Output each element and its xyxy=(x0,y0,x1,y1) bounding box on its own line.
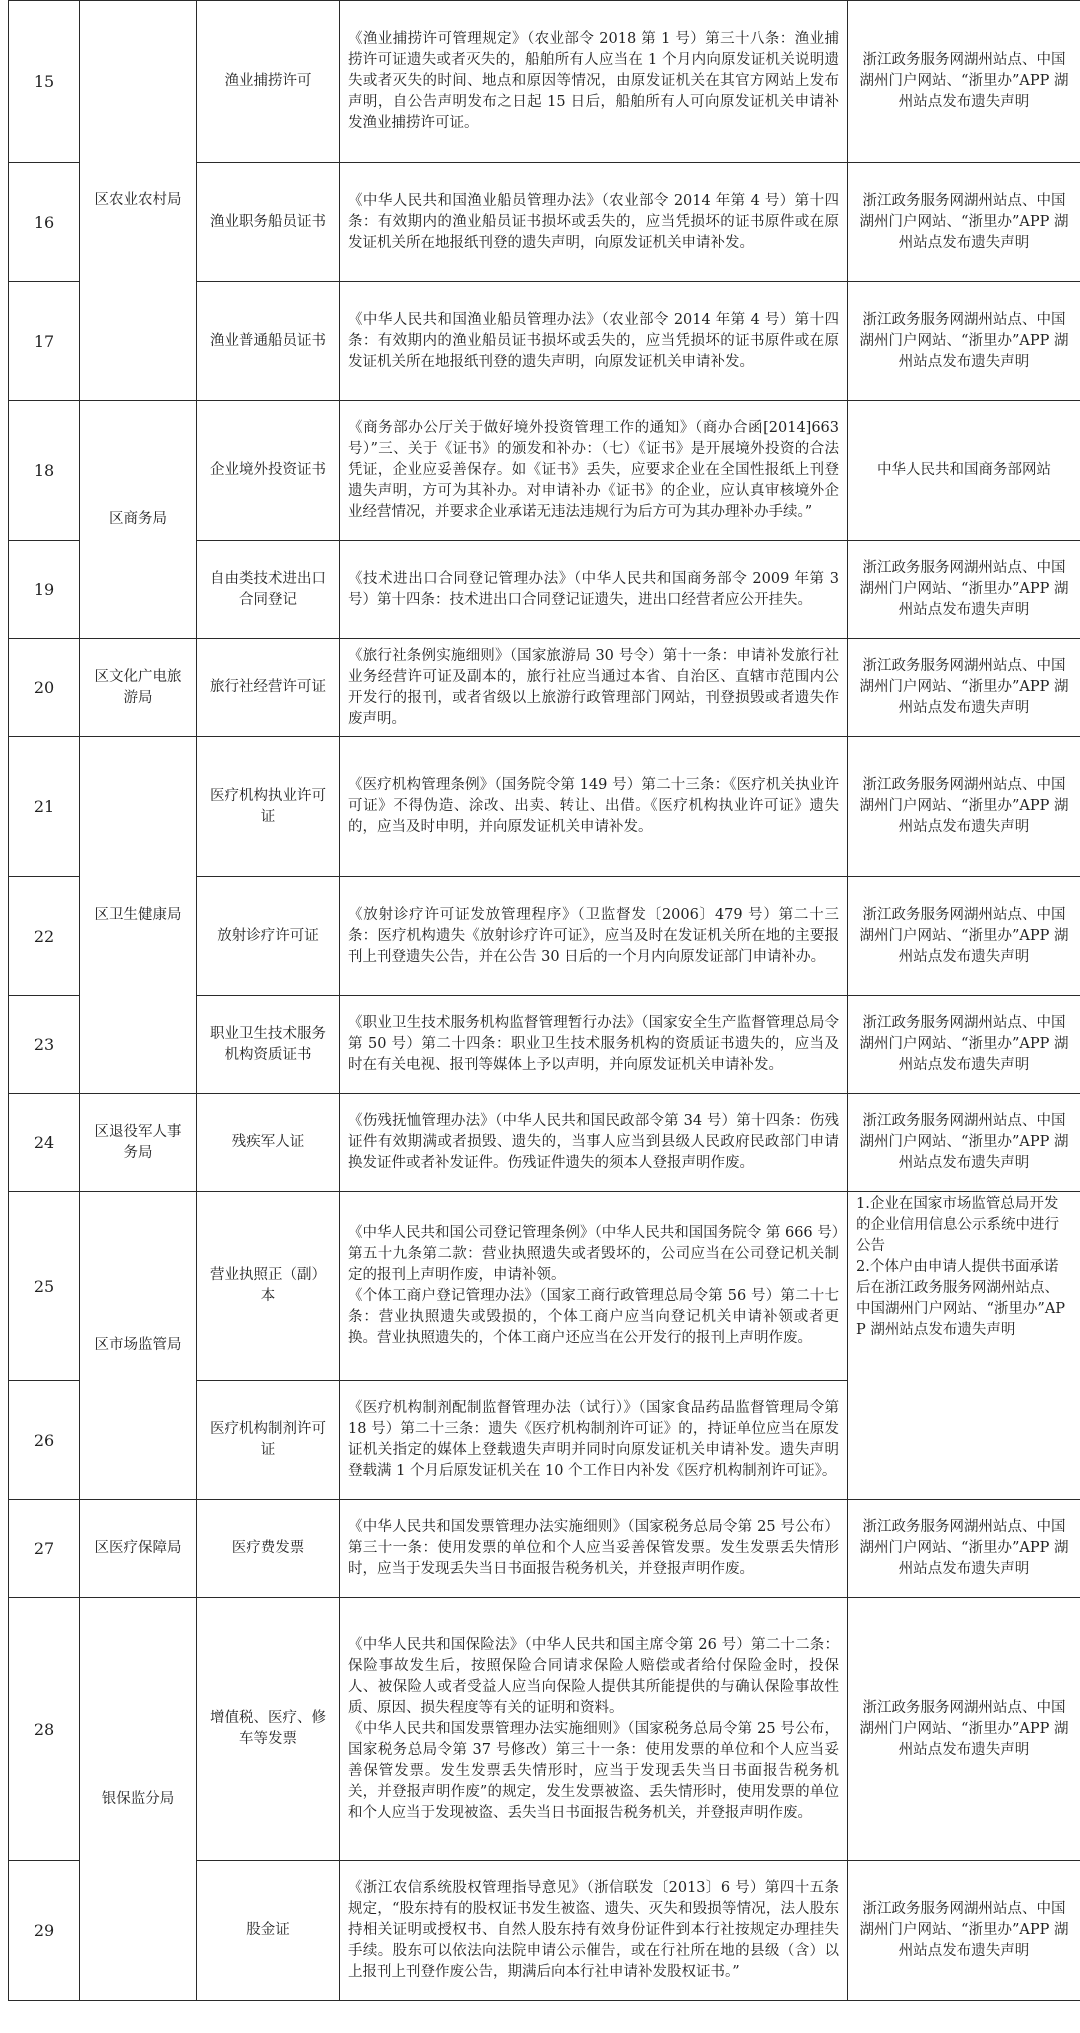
publish-channel xyxy=(848,1500,1080,1598)
publish-channel xyxy=(848,1,1080,163)
row-number: 28 xyxy=(9,1598,80,1861)
table-row xyxy=(9,1094,1080,1192)
certificate-name: 渔业职务船员证书 xyxy=(197,163,340,282)
legal-basis-paragraph: 《中华人民共和国保险法》（中华人民共和国主席令第 26 号）第二十二条：保险事故发生后，按照保险合同请求保险人赔偿或者给付保险金时，投保人、被保险人或者受益人应当向保险人提供其所能提供的与确认保险事故性质、原因、损失程度等有关的证明和资料。 xyxy=(348,1636,839,1716)
legal-basis-paragraph: 《伤残抚恤管理办法》（中华人民共和国民政部令第 34 号）第十四条：伤残证件有效期满或者损毁、遗失的，当事人应当到县级人民政府民政部门申请换发证件或者补发证件。伤残证件遗失的须本人登报声明作废。 xyxy=(348,1113,839,1171)
legal-basis xyxy=(340,401,848,541)
department-cell: 区退役军人事务局 xyxy=(80,1094,197,1192)
legal-basis xyxy=(340,996,848,1094)
legal-basis xyxy=(340,163,848,282)
publish-channel-text: 浙江政务服务网湖州站点、中国湖州门户网站、“浙里办”APP 湖州站点发布遗失声明 xyxy=(859,1113,1069,1171)
certificate-name: 医疗费发票 xyxy=(197,1500,340,1598)
department-cell: 区文化广电旅游局 xyxy=(80,639,197,737)
row-number: 16 xyxy=(9,163,80,282)
lost-certificate-table xyxy=(8,0,1080,2001)
certificate-name: 自由类技术进出口合同登记 xyxy=(197,541,340,639)
table-row xyxy=(9,737,1080,877)
publish-channel-text: 浙江政务服务网湖州站点、中国湖州门户网站、“浙里办”APP 湖州站点发布遗失声明 xyxy=(859,52,1069,110)
legal-basis xyxy=(340,541,848,639)
publish-channel xyxy=(848,1192,1080,1500)
certificate-name: 旅行社经营许可证 xyxy=(197,639,340,737)
certificate-name: 增值税、医疗、修车等发票 xyxy=(197,1598,340,1861)
legal-basis-paragraph: 《中华人民共和国渔业船员管理办法》（农业部令 2014 年第 4 号）第十四条：有效期内的渔业船员证书损坏或丢失的，应当凭损坏的证书原件或在原发证机关所在地报纸刊登的遗失声明，向原发证机关申请补发。 xyxy=(348,311,839,370)
table-row xyxy=(9,1,1080,163)
department-cell: 区市场监管局 xyxy=(80,1192,197,1500)
certificate-name: 放射诊疗许可证 xyxy=(197,877,340,996)
legal-basis xyxy=(340,1,848,163)
publish-channel-text: 2.个体户由申请人提供书面承诺后在浙江政务服务网湖州站点、中国湖州门户网站、“浙里办”APP 湖州站点发布遗失声明 xyxy=(856,1259,1066,1338)
legal-basis-paragraph: 《中华人民共和国发票管理办法实施细则》（国家税务总局令第 25 号公布，国家税务总局令第 37 号修改）第三十一条：使用发票的单位和个人应当妥善保管发票。发生发票丢失情形时，应当于发现丢失当日书面报告税务机关，并登报声明作废”的规定，发生发票被盗、丢失情形时，使用发票的单位和个人应当于发现被盗、丢失当日书面报告税务机关，并登报声明作废。 xyxy=(348,1720,839,1821)
row-number: 15 xyxy=(9,1,80,163)
legal-basis xyxy=(340,737,848,877)
certificate-name: 营业执照正（副）本 xyxy=(197,1192,340,1381)
legal-basis xyxy=(340,1500,848,1598)
table-row xyxy=(9,639,1080,737)
legal-basis xyxy=(340,1861,848,2001)
legal-basis xyxy=(340,282,848,401)
publish-channel xyxy=(848,996,1080,1094)
row-number: 24 xyxy=(9,1094,80,1192)
certificate-name: 股金证 xyxy=(197,1861,340,2001)
publish-channel-text: 浙江政务服务网湖州站点、中国湖州门户网站、“浙里办”APP 湖州站点发布遗失声明 xyxy=(859,906,1069,965)
certificate-name: 职业卫生技术服务机构资质证书 xyxy=(197,996,340,1094)
publish-channel-text: 1.企业在国家市场监管总局开发的企业信用信息公示系统中进行公告 xyxy=(856,1196,1059,1254)
publish-channel xyxy=(848,282,1080,401)
table-row xyxy=(9,1598,1080,1861)
row-number: 29 xyxy=(9,1861,80,2001)
table-row xyxy=(9,1192,1080,1381)
publish-channel xyxy=(848,401,1080,541)
row-number: 25 xyxy=(9,1192,80,1381)
document-page xyxy=(8,0,1080,2001)
legal-basis-paragraph: 《中华人民共和国公司登记管理条例》（中华人民共和国国务院令 第 666 号）第五十九条第二款：营业执照遗失或者毁坏的，公司应当在公司登记机关制定的报刊上声明作废，申请补领。 xyxy=(348,1225,840,1283)
legal-basis xyxy=(340,1192,848,1381)
publish-channel-text: 浙江政务服务网湖州站点、中国湖州门户网站、“浙里办”APP 湖州站点发布遗失声明 xyxy=(859,311,1069,370)
legal-basis-paragraph: 《浙江农信系统股权管理指导意见》（浙信联发〔2013〕6 号）第四十五条规定，“股东持有的股权证书发生被盗、遗失、灭失和毁损等情况，法人股东持相关证明或授权书、自然人股东持有效身份证件到本行社按规定办理挂失手续。股东可以依法向法院申请公示催告，或在行社所在地的县级（含）以上报刊上刊登作废公告，期满后向本行社申请补发股权证书。” xyxy=(348,1880,839,1980)
legal-basis-paragraph: 《中华人民共和国发票管理办法实施细则》（国家税务总局令第 25 号公布）第三十一条：使用发票的单位和个人应当妥善保管发票。发生发票丢失情形时，应当于发现丢失当日书面报告税务机关，并登报声明作废。 xyxy=(348,1519,839,1577)
publish-channel-text: 浙江政务服务网湖州站点、中国湖州门户网站、“浙里办”APP 湖州站点发布遗失声明 xyxy=(859,1519,1069,1577)
certificate-name: 渔业普通船员证书 xyxy=(197,282,340,401)
certificate-name: 医疗机构制剂许可证 xyxy=(197,1381,340,1500)
publish-channel xyxy=(848,1094,1080,1192)
legal-basis xyxy=(340,1381,848,1500)
publish-channel xyxy=(848,639,1080,737)
publish-channel-text: 浙江政务服务网湖州站点、中国湖州门户网站、“浙里办”APP 湖州站点发布遗失声明 xyxy=(859,658,1069,716)
publish-channel xyxy=(848,1861,1080,2001)
certificate-name: 企业境外投资证书 xyxy=(197,401,340,541)
legal-basis-paragraph: 《渔业捕捞许可管理规定》（农业部令 2018 第 1 号）第三十八条：渔业捕捞许可证遗失或者灭失的，船舶所有人应当在 1 个月内向原发证机关说明遗失或者灭失的时间、地点和原因等情况，由原发证机关在其官方网站上发布声明，自公告声明发布之日起 15 日后，船舶所有人可向原发证机关申请补发渔业捕捞许可证。 xyxy=(348,31,839,131)
legal-basis xyxy=(340,1598,848,1861)
row-number: 22 xyxy=(9,877,80,996)
row-number: 26 xyxy=(9,1381,80,1500)
certificate-name: 渔业捕捞许可 xyxy=(197,1,340,163)
row-number: 27 xyxy=(9,1500,80,1598)
row-number: 19 xyxy=(9,541,80,639)
publish-channel-text: 浙江政务服务网湖州站点、中国湖州门户网站、“浙里办”APP 湖州站点发布遗失声明 xyxy=(859,1901,1069,1959)
row-number: 17 xyxy=(9,282,80,401)
certificate-name: 残疾军人证 xyxy=(197,1094,340,1192)
publish-channel-text: 浙江政务服务网湖州站点、中国湖州门户网站、“浙里办”APP 湖州站点发布遗失声明 xyxy=(859,1699,1069,1758)
certificate-name: 医疗机构执业许可证 xyxy=(197,737,340,877)
legal-basis xyxy=(340,1094,848,1192)
department-cell: 区农业农村局 xyxy=(80,1,197,401)
row-number: 23 xyxy=(9,996,80,1094)
legal-basis xyxy=(340,639,848,737)
publish-channel xyxy=(848,1598,1080,1861)
table-row xyxy=(9,401,1080,541)
publish-channel xyxy=(848,541,1080,639)
legal-basis-paragraph: 《中华人民共和国渔业船员管理办法》（农业部令 2014 年第 4 号）第十四条：有效期内的渔业船员证书损坏或丢失的，应当凭损坏的证书原件或在原发证机关所在地报纸刊登的遗失声明，向原发证机关申请补发。 xyxy=(348,192,839,251)
department-cell: 银保监分局 xyxy=(80,1598,197,2001)
department-cell: 区商务局 xyxy=(80,401,197,639)
department-cell: 区卫生健康局 xyxy=(80,737,197,1094)
legal-basis xyxy=(340,877,848,996)
legal-basis-paragraph: 《技术进出口合同登记管理办法》（中华人民共和国商务部令 2009 年第 3 号）第十四条：技术进出口合同登记证遗失，进出口经营者应公开挂失。 xyxy=(348,570,839,608)
legal-basis-paragraph: 《商务部办公厅关于做好境外投资管理工作的通知》（商办合函[2014]663 号）”三、关于《证书》的颁发和补办：（七）《证书》是开展境外投资的合法凭证，企业应妥善保存。如《证书》丢失，应要求企业在全国性报纸上刊登遗失声明，方可为其补办。对申请补办《证书》的企业，应认真审核境外企业经营情况，并要求企业承诺无违法违规行为后方可为其办理补办手续。” xyxy=(348,420,839,520)
publish-channel-text: 浙江政务服务网湖州站点、中国湖州门户网站、“浙里办”APP 湖州站点发布遗失声明 xyxy=(859,1015,1069,1073)
publish-channel xyxy=(848,737,1080,877)
table-row xyxy=(9,1500,1080,1598)
row-number: 21 xyxy=(9,737,80,877)
publish-channel-text: 中华人民共和国商务部网站 xyxy=(877,462,1051,478)
publish-channel xyxy=(848,877,1080,996)
legal-basis-paragraph: 《放射诊疗许可证发放管理程序》（卫监督发〔2006〕479 号）第二十三条：医疗机构遗失《放射诊疗许可证》，应当及时在发证机关所在地的主要报刊上刊登遗失公告，并在公告 30 日后的一个月内向原发证部门申请补办。 xyxy=(348,906,839,965)
legal-basis-paragraph: 《个体工商户登记管理办法》（国家工商行政管理总局令第 56 号）第二十七条：营业执照遗失或毁损的，个体工商户应当向登记机关申请补领或者更换。营业执照遗失的，个体工商户还应当在公开发行的报刊上声明作废。 xyxy=(348,1288,839,1346)
legal-basis-paragraph: 《职业卫生技术服务机构监督管理暂行办法》（国家安全生产监督管理总局令第 50 号）第二十四条：职业卫生技术服务机构的资质证书遗失的，应当及时在有关电视、报刊等媒体上予以声明，并向原发证机关申请补发。 xyxy=(348,1015,839,1073)
row-number: 18 xyxy=(9,401,80,541)
publish-channel xyxy=(848,163,1080,282)
department-cell: 区医疗保障局 xyxy=(80,1500,197,1598)
publish-channel-text: 浙江政务服务网湖州站点、中国湖州门户网站、“浙里办”APP 湖州站点发布遗失声明 xyxy=(859,192,1069,251)
legal-basis-paragraph: 《旅行社条例实施细则》（国家旅游局 30 号令）第十一条：申请补发旅行社业务经营许可证及副本的，旅行社应当通过本省、自治区、直辖市范围内公开发行的报刊，或者省级以上旅游行政管理部门网站，刊登损毁或者遗失作废声明。 xyxy=(348,647,839,727)
legal-basis-paragraph: 《医疗机构制剂配制监督管理办法（试行）》（国家食品药品监督管理局令第 18 号）第二十三条：遗失《医疗机构制剂许可证》的，持证单位应当在原发证机关指定的媒体上登载遗失声明并同时向原发证机关申请补发。遗失声明登载满 1 个月后原发证机关在 10 个工作日内补发《医疗机构制剂许可证》。 xyxy=(348,1400,839,1479)
publish-channel-text: 浙江政务服务网湖州站点、中国湖州门户网站、“浙里办”APP 湖州站点发布遗失声明 xyxy=(859,777,1069,835)
row-number: 20 xyxy=(9,639,80,737)
publish-channel-text: 浙江政务服务网湖州站点、中国湖州门户网站、“浙里办”APP 湖州站点发布遗失声明 xyxy=(859,560,1069,618)
legal-basis-paragraph: 《医疗机构管理条例》（国务院令第 149 号）第二十三条：《医疗机关执业许可证》不得伪造、涂改、出卖、转让、出借。《医疗机构执业许可证》遗失的，应当及时申明，并向原发证机关申请补发。 xyxy=(348,777,839,835)
